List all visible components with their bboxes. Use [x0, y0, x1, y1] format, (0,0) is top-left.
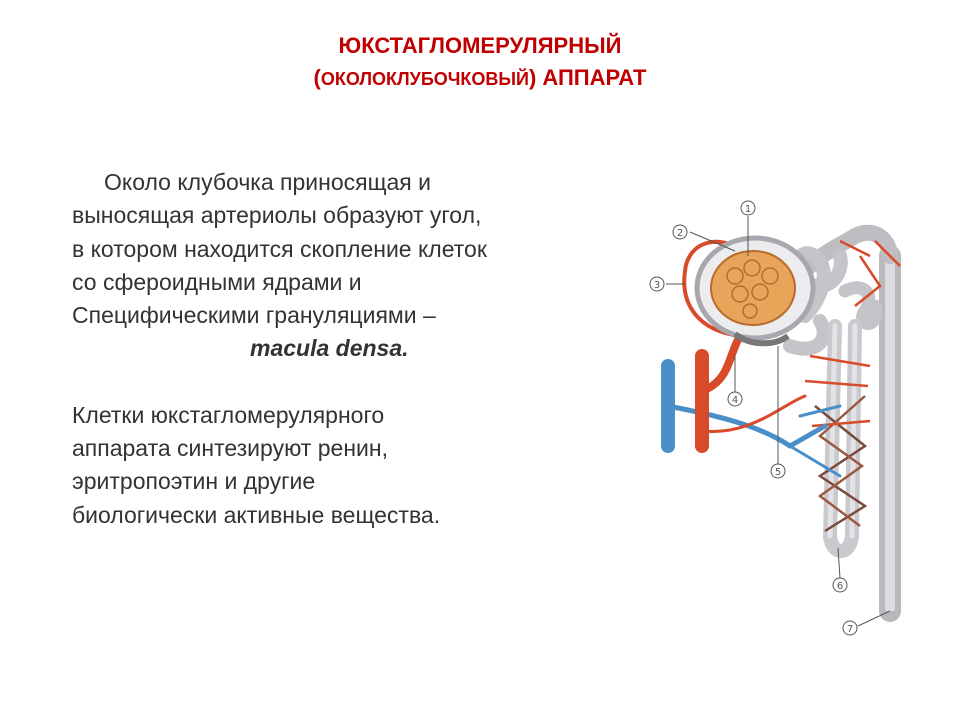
- body-text: [72, 166, 632, 532]
- paragraph1-line-5: Специфическими грануляциями –: [72, 302, 436, 329]
- svg-text:4: 4: [731, 395, 739, 406]
- title-paren-close: ) АППАРАТ: [528, 65, 647, 90]
- label-1: [741, 201, 755, 215]
- svg-text:5: 5: [774, 467, 782, 478]
- label-4: [728, 392, 742, 406]
- paragraph1-line-2: выносящая артериолы образуют угол,: [72, 202, 482, 229]
- title-paren-open: (: [313, 65, 321, 90]
- svg-text:6: 6: [836, 581, 844, 592]
- nephron-illustration: [640, 196, 930, 642]
- title-line-1: ЮКСТАГЛОМЕРУЛЯРНЫЙ: [338, 33, 622, 58]
- paragraph2-line-4: биологически активные вещества.: [72, 501, 441, 528]
- svg-text:1: 1: [744, 204, 752, 215]
- label-3: [650, 277, 664, 291]
- paragraph1-line-3: в котором находится скопление клеток: [72, 235, 487, 262]
- label-7: [843, 621, 857, 635]
- title-line-2: [0, 62, 960, 95]
- paragraph2-line-3: эритропоэтин и другие: [72, 468, 316, 495]
- macula-densa-term: macula densa.: [250, 335, 409, 362]
- nephron-svg: [640, 196, 930, 642]
- title-subtitle-small: ОКОЛОКЛУБОЧКОВЫЙ: [320, 69, 529, 89]
- label-6: [833, 578, 847, 592]
- paragraph1-line-4: со сфероидными ядрами и: [72, 268, 362, 295]
- paragraph-gap: [72, 366, 632, 399]
- paragraph2-line-2: аппарата синтезируют ренин,: [72, 435, 388, 462]
- paragraph1-line-1: Около клубочка приносящая и: [104, 169, 431, 195]
- label-5: [771, 464, 785, 478]
- svg-text:2: 2: [676, 228, 684, 239]
- slide-title: [0, 30, 960, 95]
- svg-text:7: 7: [846, 624, 854, 635]
- label-2: [673, 225, 687, 239]
- svg-text:3: 3: [653, 280, 661, 291]
- paragraph2-line-1: Клетки юкстагломерулярного: [72, 401, 385, 428]
